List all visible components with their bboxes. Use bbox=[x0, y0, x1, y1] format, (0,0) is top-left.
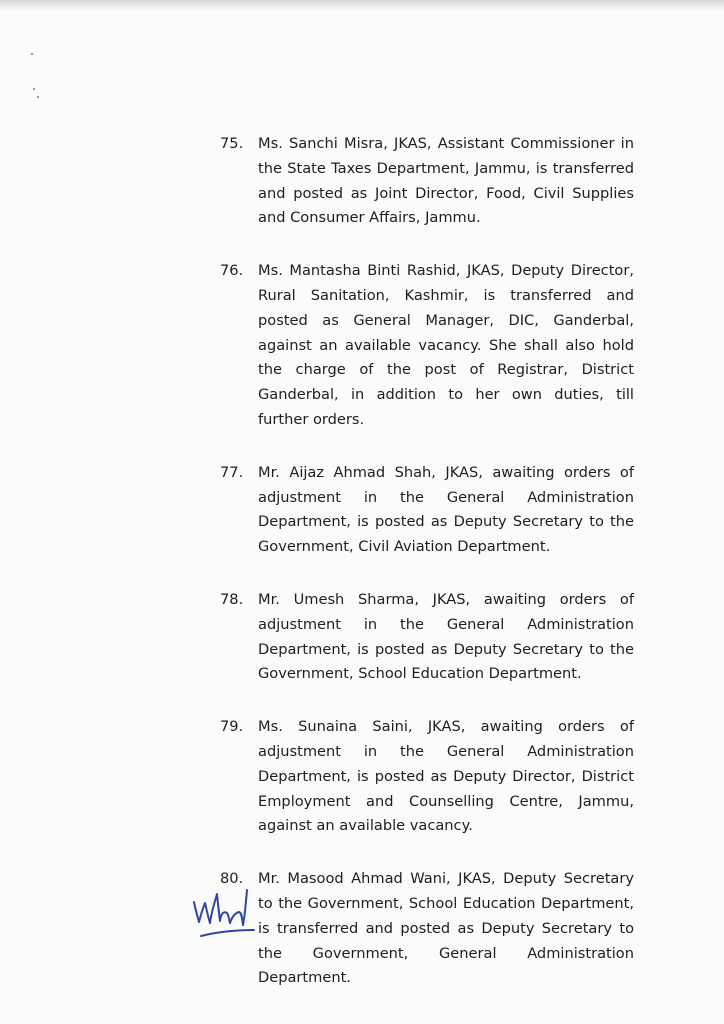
scan-speck bbox=[37, 96, 39, 98]
entry-text: Ms. Sunaina Saini, JKAS, awaiting orders of adjustment in the General Administration Department, is posted as Deputy Director, District Employment and Counselling Centre, Jammu, against an available vacancy. bbox=[258, 718, 634, 835]
signature-stroke bbox=[243, 890, 247, 925]
order-entry-76 bbox=[220, 259, 634, 433]
order-entry-78 bbox=[220, 588, 634, 687]
order-entries-list bbox=[220, 132, 634, 1019]
scan-top-edge bbox=[0, 0, 724, 10]
order-entry-77 bbox=[220, 461, 634, 560]
entry-text: Mr. Masood Ahmad Wani, JKAS, Deputy Secretary to the Government, School Education Department, is transferred and posted as Deputy Secretary to the Government, General Administration Department. bbox=[258, 870, 634, 987]
entry-number: 75. bbox=[220, 135, 244, 152]
entry-text: Mr. Umesh Sharma, JKAS, awaiting orders of adjustment in the General Administration Department, is posted as Deputy Secretary to the Government, School Education Department. bbox=[258, 590, 634, 683]
entry-number: 80. bbox=[220, 870, 244, 888]
order-entry-79 bbox=[220, 715, 634, 839]
entry-number: 76. bbox=[220, 262, 244, 280]
entry-number: 78. bbox=[220, 590, 244, 608]
signature-ink bbox=[194, 890, 254, 936]
entry-number: 79. bbox=[220, 718, 244, 736]
order-entry-80 bbox=[220, 867, 634, 991]
signature-stroke bbox=[194, 894, 243, 925]
signature-underline bbox=[201, 930, 254, 936]
entry-text: Ms. Mantasha Binti Rashid, JKAS, Deputy Director, Rural Sanitation, Kashmir, is transferred and posted as General Manager, DIC, Ganderbal, against an available vacancy. She shall also hold the charge of the post of Registrar, District Ganderbal, in addition to her own duties, till further orders. bbox=[258, 262, 634, 428]
entry-text: Mr. Aijaz Ahmad Shah, JKAS, awaiting orders of adjustment in the General Administration Department, is posted as Deputy Secretary to the Government, Civil Aviation Department. bbox=[258, 463, 634, 556]
scan-speck bbox=[33, 88, 35, 90]
handwritten-signature bbox=[186, 884, 264, 946]
scan-speck bbox=[31, 53, 33, 55]
entry-text: Ms. Sanchi Misra, JKAS, Assistant Commissioner in the State Taxes Department, Jammu, is transferred and posted as Joint Director, Food, Civil Supplies and Consumer Affairs, Jammu. bbox=[258, 135, 634, 227]
entry-number: 77. bbox=[220, 463, 244, 481]
order-entry-75 bbox=[220, 132, 634, 231]
